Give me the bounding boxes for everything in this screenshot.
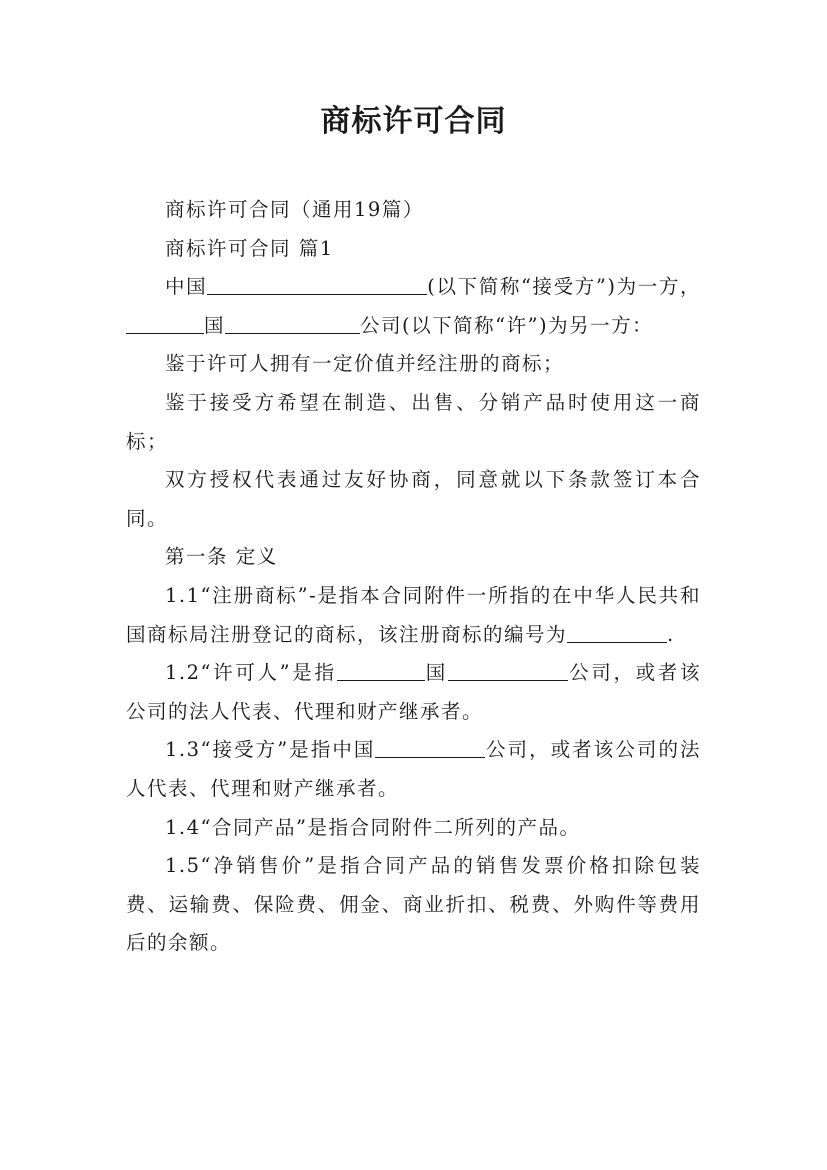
licensee-name-blank (207, 274, 427, 295)
part-heading: 商标许可合同 篇1 (165, 236, 334, 260)
licensor-country-blank (126, 313, 204, 334)
parties-text-1: 中国 (165, 275, 208, 299)
parties-text-4: 公司(以下简称“许”)为另一方： (360, 313, 654, 337)
licensee-company-blank (375, 737, 485, 758)
definition-1-3-text-1: 1.3“接受方”是指中国 (165, 738, 376, 762)
definition-1-3 (126, 731, 701, 808)
parties-paragraph (126, 268, 701, 345)
definition-1-2-text-2: 国 (424, 661, 448, 685)
definition-1-2-text-1: 1.2“许可人”是指 (165, 661, 337, 685)
licensor-country-blank-2 (337, 660, 425, 681)
definition-1-2-text-3: 公司，或者该公司的法人代表、代理和财产继承者。 (126, 661, 701, 723)
document-body (126, 191, 701, 963)
parties-text-3: 国 (204, 313, 226, 337)
parties-text-2: (以下简称“接受方”)为一方， (427, 275, 701, 299)
article-1-heading: 第一条 定义 (165, 545, 278, 569)
trademark-number-blank (567, 622, 667, 643)
definition-1-1 (126, 577, 701, 654)
definition-1-4: 1.4“合同产品”是指合同附件二所列的产品。 (165, 815, 581, 839)
definition-1-5: 1.5“净销售价”是指合同产品的销售发票价格扣除包装费、运输费、保险费、佣金、商业折扣、税费、外购件等费用后的余额。 (126, 854, 701, 955)
whereas-paragraph-1: 鉴于许可人拥有一定价值并经注册的商标； (165, 352, 565, 376)
whereas-paragraph-2: 鉴于接受方希望在制造、出售、分销产品时使用这一商标； (126, 390, 701, 453)
licensor-company-blank (225, 313, 360, 334)
definition-1-3-text-2: 公司，或者该公司的法人代表、代理和财产继承者。 (126, 738, 701, 800)
licensor-company-blank-2 (448, 660, 568, 681)
agreement-paragraph: 双方授权代表通过友好协商，同意就以下条款签订本合同。 (126, 468, 701, 530)
document-subtitle: 商标许可合同（通用19篇） (165, 198, 424, 221)
definition-1-2 (126, 654, 701, 731)
document-title: 商标许可合同 (320, 104, 507, 139)
definition-1-1-text: 1.1“注册商标”-是指本合同附件一所指的在中华人民共和国商标局注册登记的商标，该注册商标的编号为 (126, 583, 701, 646)
definition-1-1-end: . (667, 622, 675, 646)
